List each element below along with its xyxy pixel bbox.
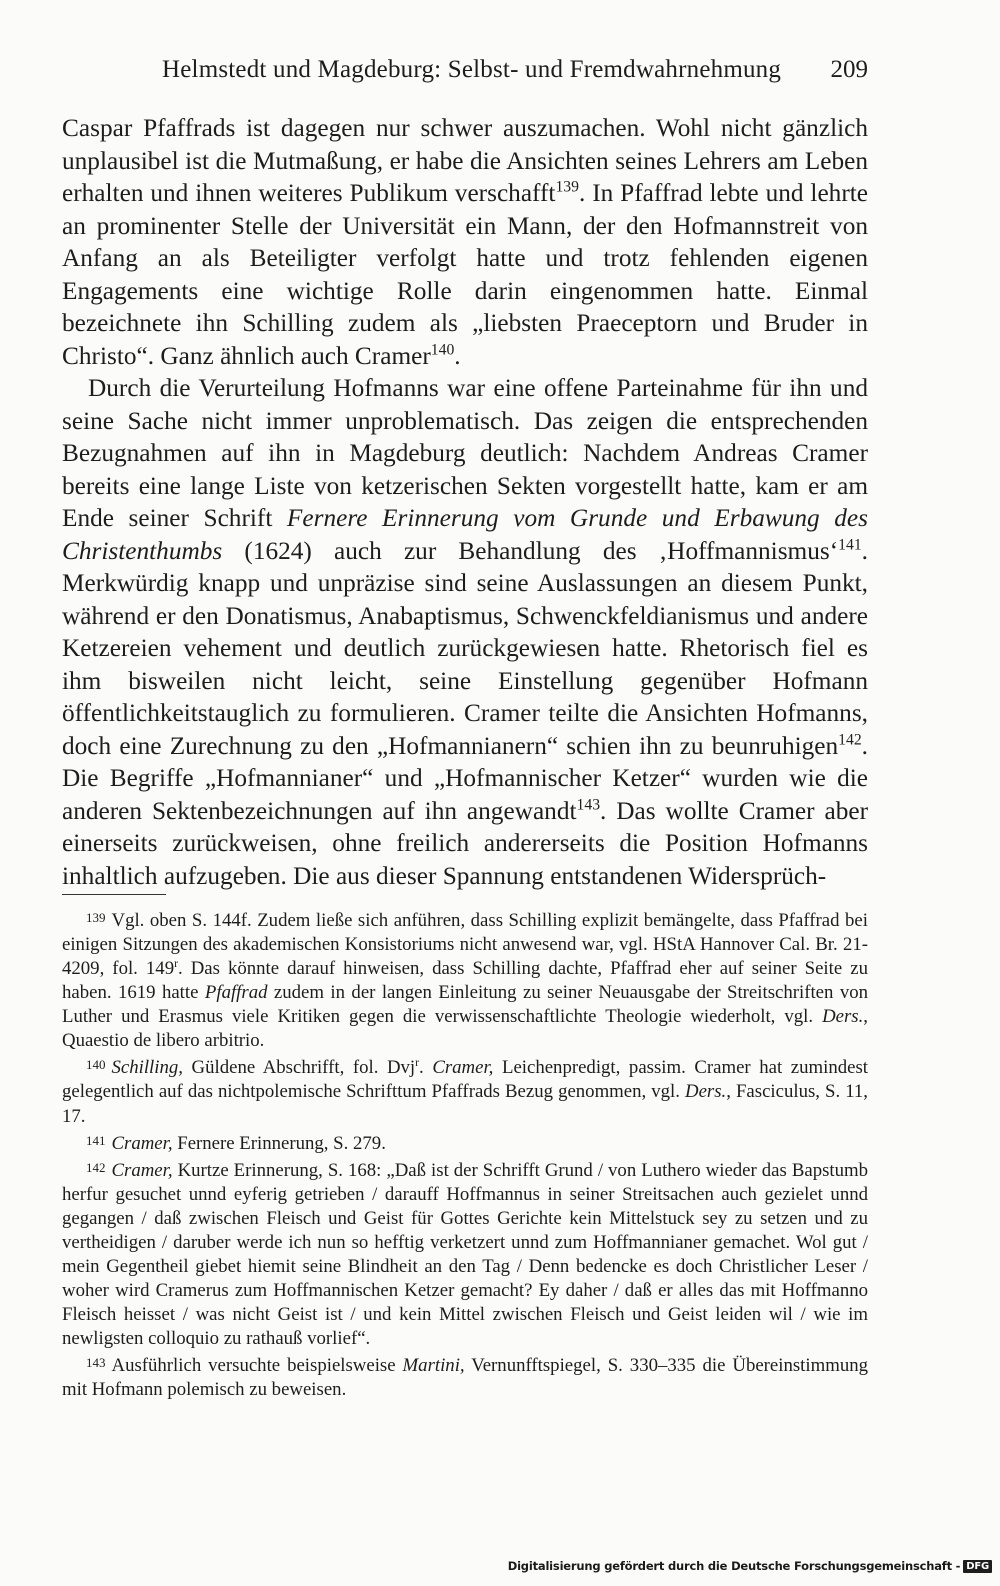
- footnotes: [62, 906, 868, 1402]
- footnote-142: $^{142}$ Cramer, Kurtze Erinnerung, S. 168: „Daß ist der Schrifft Grund / von Luthero wieder das Bapstumb herfur gesuchet unnd eyferig getrieben / darauff Hoffmannus in seiner Streitsachen auch gezielet unnd gegangen / daß zwischen Fleisch und Geist für Gottes Gerichte kein Mittelstuck sey zu setzen und zu vertheidigen / daruber werde ich nun so hefftig verketzert unnd zum Hoffmannianer gemachet. Wol gut / mein Gegentheil giebet hiemit seine Blindheit an den Tag / Denn bedencke es doch Christlicher Leser / woher wird Cramerus zum Hoffmannischen Ketzer gemacht? Ey daher / daß er alles das mit Hoffmanno Fleisch heisset / was nicht Geist ist / und kein Mittel zwischen Fleisch und Geist leiden wil / wie im newligsten colloquio zu rathauß vorlief“.: [62, 1159, 868, 1350]
- footnote-ref-142[interactable]: 142: [838, 731, 862, 749]
- footnote-140: $^{140}$ Schilling, Güldene Abschrifft, fol. Dvj$^r$. Cramer, Leichenpredigt, passim. Cramer hat zumindest gelegentlich auf das nichtpolemische Schrifttum Pfaffrads Bezug genommen, vgl. Ders., Fasciculus, S. 11, 17.: [62, 1056, 868, 1127]
- footnote-ref-141[interactable]: 141: [838, 536, 862, 554]
- paragraph-2: Durch die Verurteilung Hofmanns war eine offene Parteinahme für ihn und seine Sache nicht immer unproblematisch. Das zeigen die entsprechenden Bezugnahmen auf ihn in Magdeburg deutlich: Nachdem Andreas Cramer bereits eine lange Liste von ketzerischen Sekten vorgestellt hatte, kam er am Ende seiner Schrift Fernere Erinnerung vom Grunde und Erbawung des Christenthumbs (1624) auch zur Behandlung des ‚Hoffmannismus‘$^{141}$. Merkwürdig knapp und unpräzise sind seine Auslassungen an diesem Punkt, während er den Donatismus, Anabaptismus, Schwenckfeldianismus und andere Ketzereien vehement und deutlich zurückgewiesen hatte. Rhetorisch fiel es ihm bisweilen nicht leicht, seine Einstellung gegenüber Hofmann öffentlichkeitstauglich zu formulieren. Cramer teilte die Ansichten Hofmanns, doch eine Zurechnung zu den „Hofmannianern“ schien ihn zu beunruhigen$^{142}$. Die Begriffe „Hofmannianer“ und „Hofmannischer Ketzer“ wurden wie die anderen Sektenbezeichnungen auf ihn angewandt$^{143}$. Das wollte Cramer aber einerseits zurückweisen, ohne freilich andererseits die Position Hofmanns inhaltlich aufzugeben. Die aus dieser Spannung entstandenen Widersprüch-: [62, 374, 869, 890]
- digitization-credit: [508, 1559, 992, 1573]
- main-text: [62, 112, 868, 892]
- footnote-141: $^{141}$ Cramer, Fernere Erinnerung, S. 279.: [86, 1132, 386, 1154]
- credit-text: Digitalisierung gefördert durch die Deutsche Forschungsgemeinschaft -: [507, 1559, 961, 1573]
- footnote-ref-143[interactable]: 143: [576, 796, 601, 814]
- footnote-ref-140[interactable]: 140: [430, 341, 455, 359]
- work-title-fernere-erinnerung: Fernere Erinnerung vom Grunde und Erbawung des Christenthumbs: [62, 504, 868, 565]
- page-number: 209: [830, 56, 868, 83]
- running-title: Helmstedt und Magdeburg: Selbst- und Fremdwahrnehmung: [162, 56, 782, 83]
- footnote-divider: [62, 894, 166, 895]
- paragraph-1: Caspar Pfaffrads ist dagegen nur schwer auszumachen. Wohl nicht gänzlich unplausibel ist die Mutmaßung, er habe die Ansichten seines Lehrers am Leben erhalten und ihnen weiteres Publikum verschafft$^{139}$. In Pfaffrad lebte und lehrte an prominenter Stelle der Universität ein Mann, der den Hofmannstreit von Anfang an als Beteiligter verfolgt hatte und trotz fehlenden eigenen Engagements eine wichtige Rolle darin eingenommen hatte. Einmal bezeichnete ihn Schilling zudem als „liebsten Praeceptorn und Bruder in Christo“. Ganz ähnlich auch Cramer$^{140}$.: [62, 114, 868, 370]
- dfg-logo: DFG: [963, 1560, 992, 1573]
- footnote-143: $^{143}$ Ausführlich versuchte beispielsweise Martini, Vernunfftspiegel, S. 330–335 die Übereinstimmung mit Hofmann polemisch zu beweisen.: [62, 1355, 869, 1401]
- footnote-139: $^{139}$ Vgl. oben S. 144f. Zudem ließe sich anführen, dass Schilling explizit bemängelte, dass Pfaffrad bei einigen Sitzungen des akademischen Konsistoriums nicht anwesend war, vgl. HStA Hannover Cal. Br. 21-4209, fol. 149$^r$. Das könnte darauf hinweisen, dass Schilling dachte, Pfaffrad eher auf seiner Seite zu haben. 1619 hatte Pfaffrad zudem in der langen Einleitung zu seiner Neuausgabe der Streitschriften von Luther und Erasmus viele Kritiken gegen die verwissenschaftlichte Theologie wiederholt, vgl. Ders., Quaestio de libero arbitrio.: [62, 909, 868, 1052]
- footnote-ref-139[interactable]: 139: [555, 178, 579, 196]
